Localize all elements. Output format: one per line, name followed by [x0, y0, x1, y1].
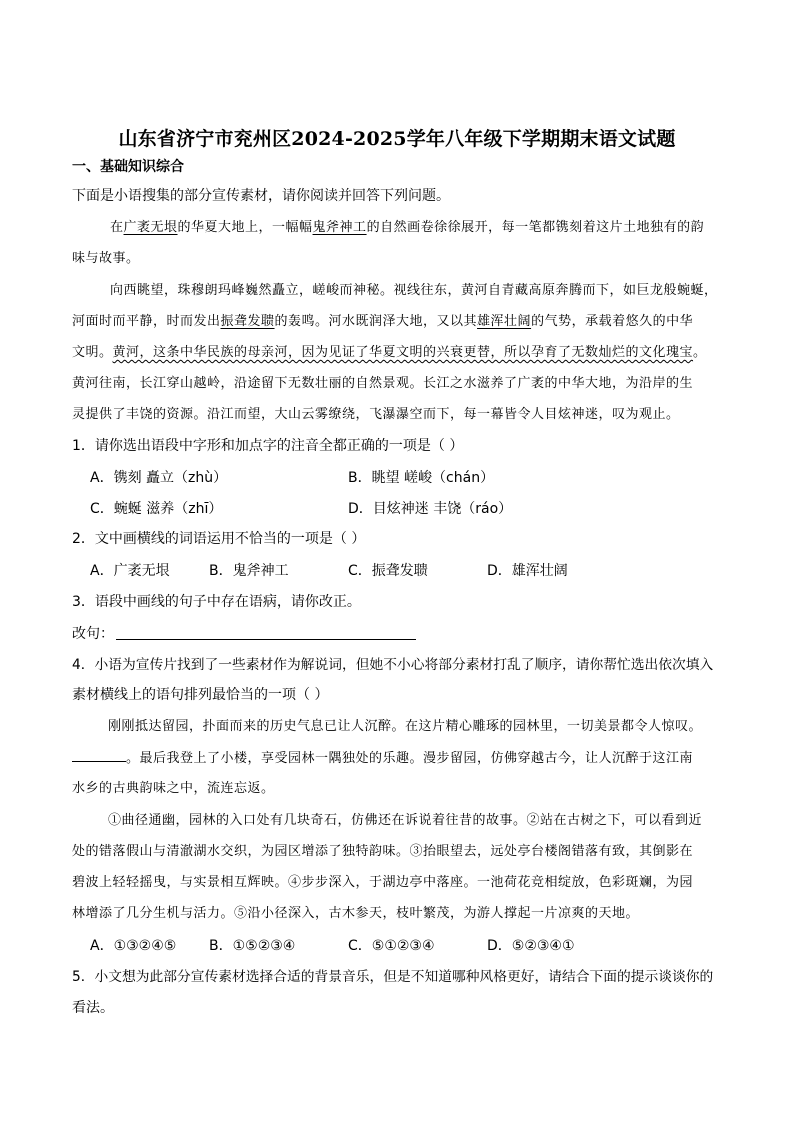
- q4-option-a: A．①③②④⑤: [90, 938, 177, 954]
- q4-sentences-line4: 林增添了几分生机与活力。⑤沿小径深入，古木参天，枝叶繁茂，为游人撑起一片凉爽的天地。: [72, 906, 640, 921]
- passage1-line2: 味与故事。: [72, 251, 140, 266]
- q4-passage-line2: [72, 749, 693, 768]
- q1-option-c: C．蜿蜒 滋养（zhī）: [90, 501, 223, 517]
- text-span: 文明。: [72, 345, 113, 360]
- q1-option-a: A．镌刻 矗立（zhù）: [90, 470, 228, 486]
- q3-answer-label: 改句：: [72, 626, 114, 642]
- q1-stem: 1．请你选出语段中字形和加点字的注音全都正确的一项是（ ）: [72, 438, 464, 454]
- q2-option-c: C．振聋发聩: [348, 563, 428, 579]
- q4-sentences-line3: 碧波上轻轻摇曳，与实景相互辉映。④步步深入，于湖边亭中落座。一池荷花竞相绽放，色彩斑斓，为园: [72, 875, 694, 890]
- passage2-line3: [72, 344, 707, 362]
- text-span: 的轰鸣。河水既润泽大地，又以其: [274, 314, 478, 329]
- text-span: 。: [693, 345, 707, 360]
- q4-option-b: B．①⑤②③④: [209, 938, 296, 954]
- intro-text: 下面是小语搜集的部分宣传素材，请你阅读并回答下列问题。: [72, 188, 450, 204]
- section-heading: 一、基础知识综合: [72, 159, 184, 175]
- q4-passage-line3: 水乡的古典韵味之中，流连忘返。: [72, 781, 275, 796]
- q2-option-a: A．广袤无垠: [90, 563, 170, 579]
- q5-stem-line2: 看法。: [72, 1000, 114, 1016]
- underlined-term-guifu: 鬼斧神工: [312, 220, 367, 235]
- q2-stem: 2．文中画横线的词语运用不恰当的一项是（ ）: [72, 531, 366, 547]
- q2-option-d: D．雄浑壮阔: [487, 563, 568, 579]
- q4-stem-line2: 素材横线上的语句排列最恰当的一项（ ）: [72, 687, 329, 703]
- text-span: 。最后我登上了小楼，享受园林一隅独处的乐趣。漫步留园，仿佛穿越古今，让人沉醉于这江南: [126, 751, 694, 766]
- text-span: 河面时而平静，时而发出: [72, 314, 221, 329]
- passage2-line5: 灵提供了丰饶的资源。沿江而望，大山云雾缭绕，飞瀑瀑空而下，每一幕皆令人目炫神迷，叹为观止。: [72, 407, 680, 422]
- q4-option-c: C．⑤①②③④: [348, 938, 435, 954]
- text-span: 的华夏大地上，一幅幅: [177, 220, 313, 235]
- q3-answer-line[interactable]: [116, 639, 416, 640]
- fill-in-blank[interactable]: [72, 749, 126, 762]
- passage1-line1: [110, 219, 704, 237]
- passage2-line1: 向西眺望，珠穆朗玛峰巍然矗立，嵯峻而神秘。视线往东，黄河自青藏高原奔腾而下，如巨龙般蜿蜒，: [110, 283, 718, 298]
- q4-passage-line1: 刚刚抵达留园，扑面而来的历史气息已让人沉醉。在这片精心雕琢的园林里，一切美景都令人惊叹。: [108, 719, 703, 734]
- text-span: 的气势，承载着悠久的中华: [531, 314, 694, 329]
- q5-stem-line1: 5．小文想为此部分宣传素材选择合适的背景音乐，但是不知道哪种风格更好，请结合下面的提示谈谈你的: [72, 969, 714, 985]
- underlined-term-guangmao: 广袤无垠: [123, 220, 178, 235]
- q1-option-b: B．眺望 嵯峻（chán）: [348, 470, 495, 486]
- q4-stem-line1: 4．小语为宣传片找到了一些素材作为解说词，但她不小心将部分素材打乱了顺序，请你帮忙选出依次填入: [72, 657, 714, 673]
- underlined-term-zhenlong: 振聋发聩: [220, 314, 275, 329]
- q4-option-d: D．⑤②③④①: [487, 938, 575, 954]
- q4-sentences-line2: 处的错落假山与清澈湖水交织，为园区增添了独特韵味。③抬眼望去，远处亭台楼阁错落有致，其倒影在: [72, 844, 694, 859]
- wavy-underlined-sentence: 黄河，这条中华民族的母亲河，因为见证了华夏文明的兴衰更替，所以孕育了无数灿烂的文化瑰宝: [112, 345, 694, 360]
- passage2-line2: [72, 313, 693, 331]
- q3-stem: 3．语段中画线的句子中存在语病，请你改正。: [72, 594, 361, 610]
- underlined-term-xionghun: 雄浑壮阔: [477, 314, 532, 329]
- q2-option-b: B．鬼斧神工: [209, 563, 289, 579]
- text-span: 在: [110, 220, 124, 235]
- q1-option-d: D．目炫神迷 丰饶（ráo）: [348, 501, 513, 517]
- passage2-line4: 黄河往南，长江穿山越岭，沿途留下无数壮丽的自然景观。长江之水滋养了广袤的中华大地，为沿岸的生: [72, 376, 694, 391]
- q4-sentences-line1: ①曲径通幽，园林的入口处有几块奇石，仿佛还在诉说着往昔的故事。②站在古树之下，可以看到近: [108, 813, 703, 828]
- text-span: 的自然画卷徐徐展开，每一笔都镌刻着这片土地独有的韵: [366, 220, 705, 235]
- page-title: 山东省济宁市兖州区2024-2025学年八年级下学期期末语文试题: [118, 128, 676, 150]
